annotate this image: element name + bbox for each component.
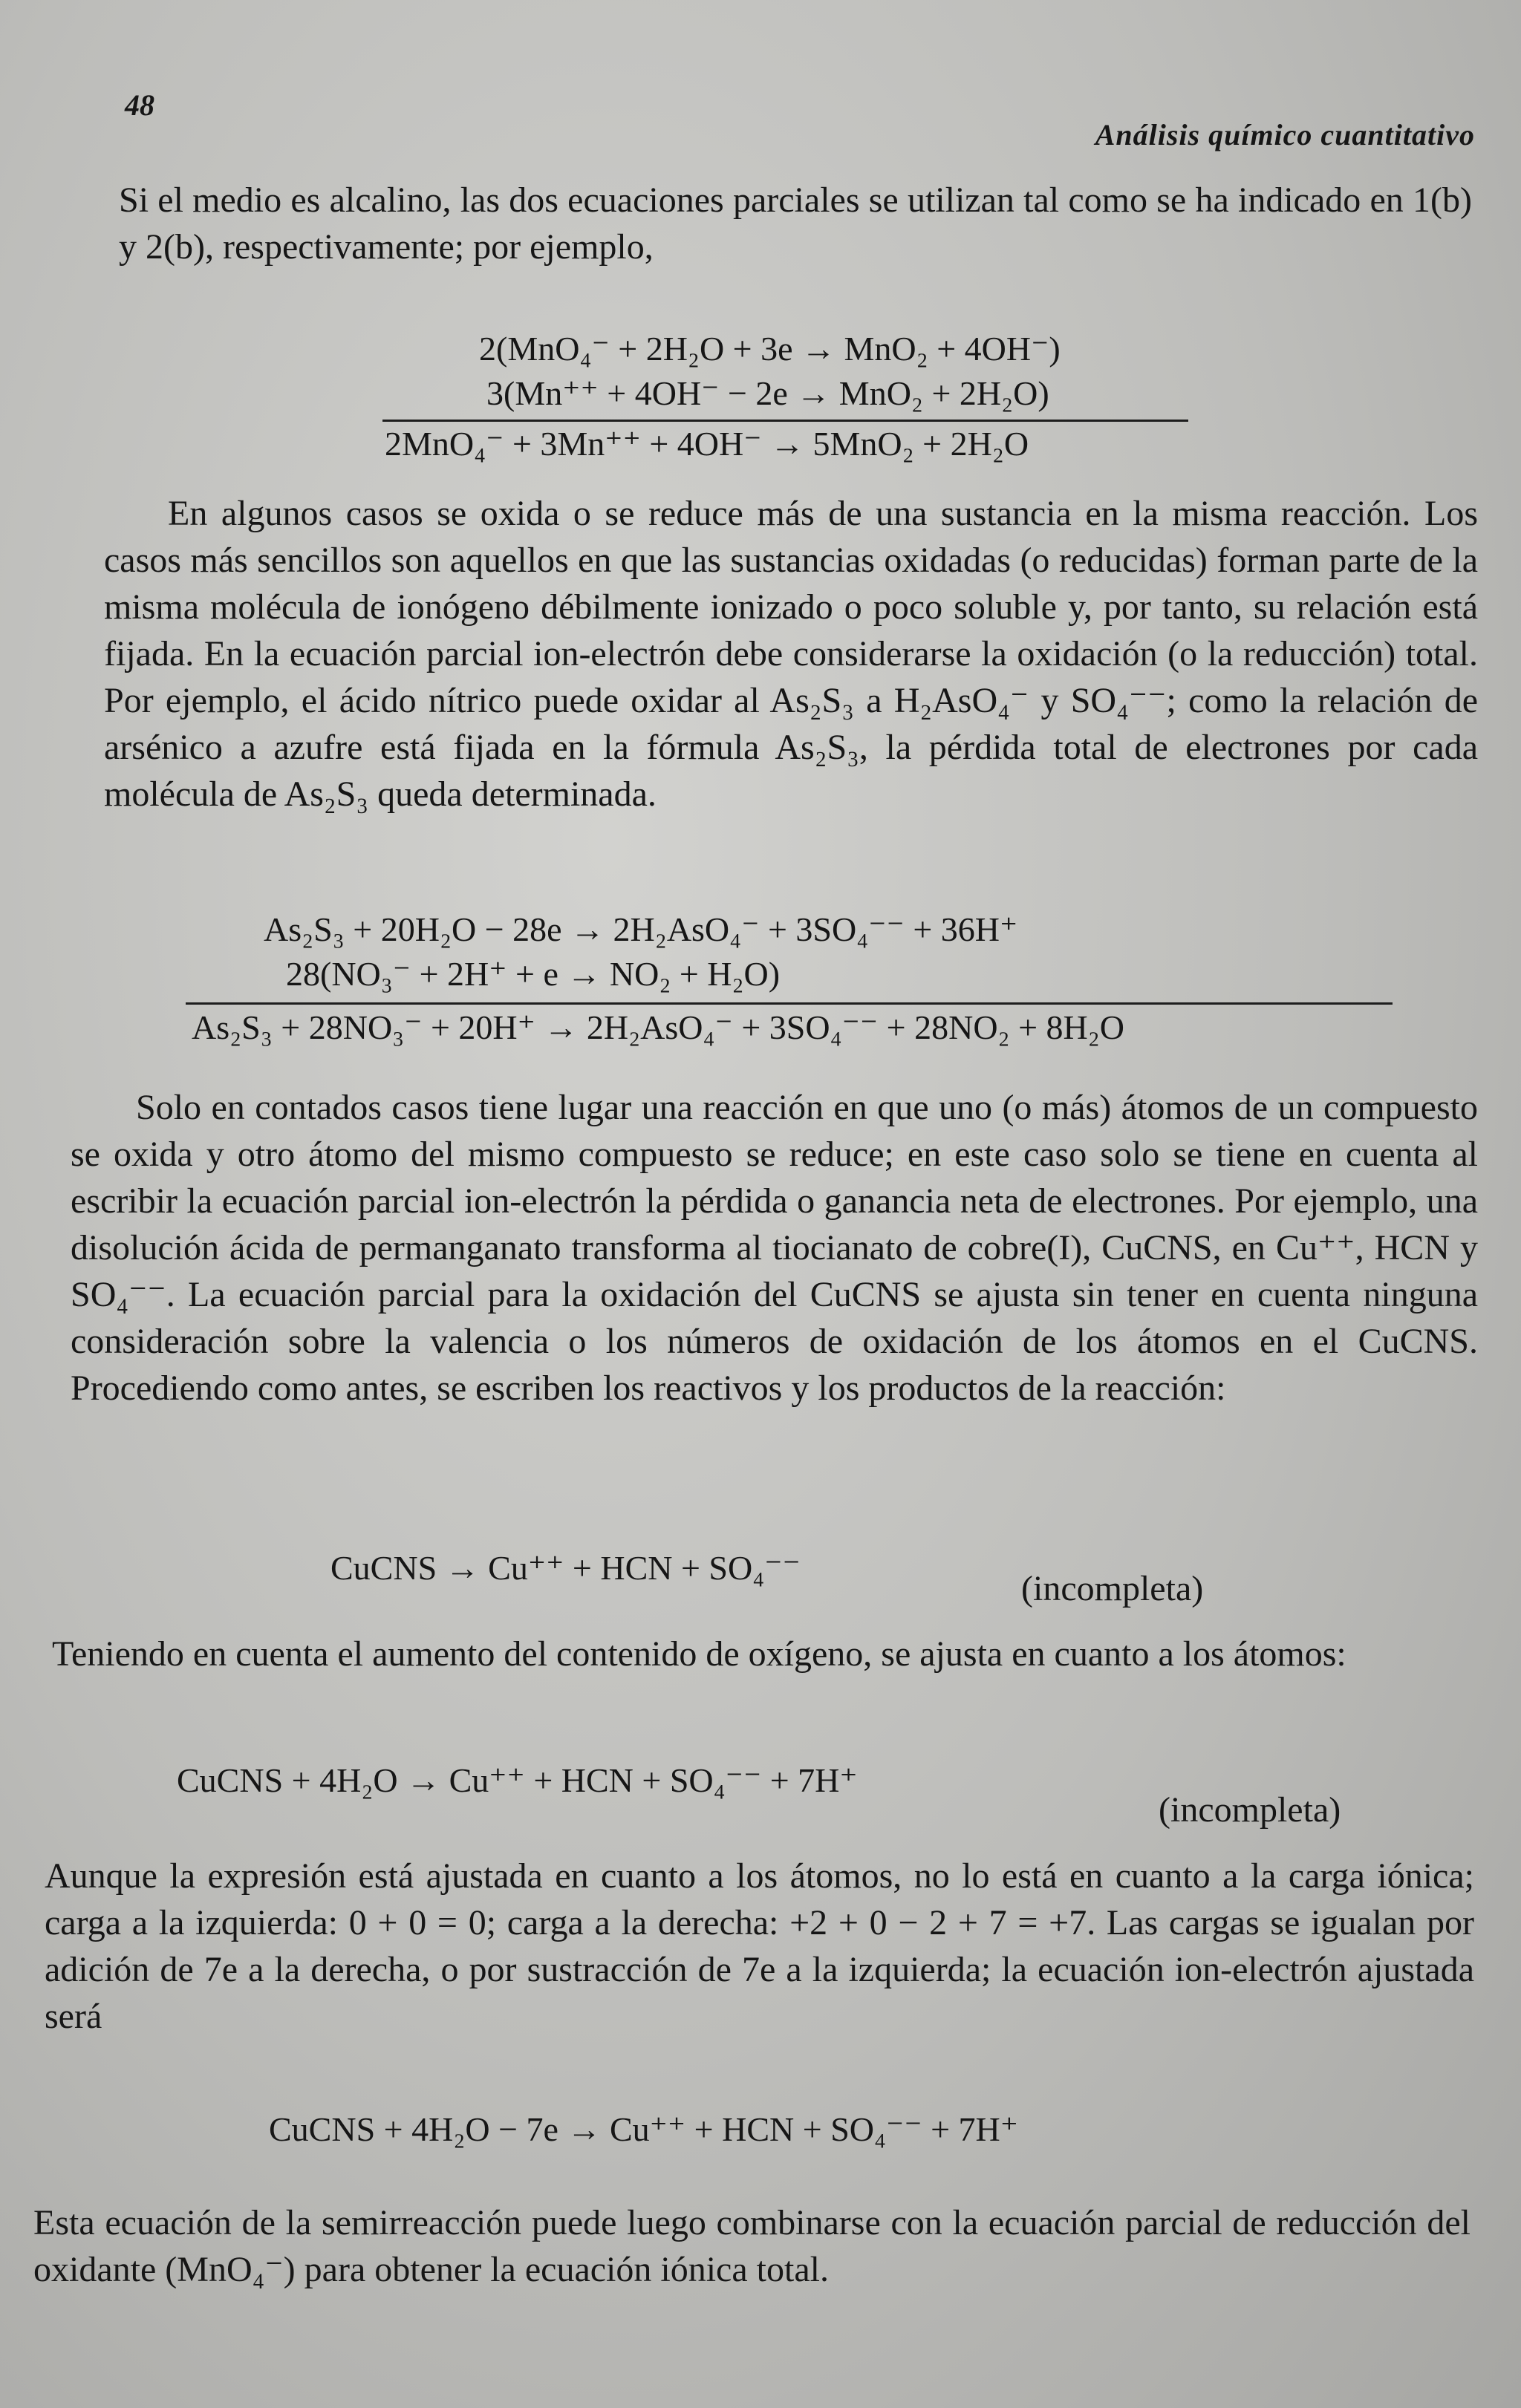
equation-cucns-incomplete: CuCNS → Cu⁺⁺ + HCN + SO₄⁻⁻ [330,1549,801,1587]
equation-arsenic-oxidation: As₂S₃ + 20H₂O − 28e → 2H₂AsO₄⁻ + 3SO₄⁻⁻ + 36H⁺ [264,910,1018,948]
paragraph-multiple-oxidation: En algunos casos se oxida o se reduce más de una sustancia en la misma reacción. Los casos más sencillos son aquellos en que las sustancias oxidadas (o reducidas) forman parte de la misma molécula de ionógeno débilmente ionizado o poco soluble y, por tanto, su relación está fijada. En la ecuación parcial ion-electrón debe considerarse la oxidación (o la reducción) total. Por ejemplo, el ácido nítrico puede oxidar al As₂S₃ a H₂AsO₄⁻ y SO₄⁻⁻; como la relación de arsénico a azufre está fijada en la fórmula As₂S₃, la pérdida total de electrones por cada molécula de As₂S₃ queda determinada. [104,494,1478,814]
running-head: Análisis químico cuantitativo [1095,118,1475,151]
equation-tag-incomplete: (incompleta) [1159,1790,1341,1830]
equation-cucns-balanced: CuCNS + 4H₂O − 7e → Cu⁺⁺ + HCN + SO₄⁻⁻ + 7H⁺ [269,2110,1019,2148]
equation-alkaline-permanganate: 2(MnO₄⁻ + 2H₂O + 3e → MnO₂ + 4OH⁻) [479,330,1061,368]
paragraph-half-reaction-combination: Esta ecuación de la semirreacción puede luego combinarse con la ecuación parcial de reducción del oxidante (MnO₄⁻) para obtener la ecuación iónica total. [33,2203,1470,2289]
paragraph-cucns-example: Solo en contados casos tiene lugar una reacción en que uno (o más) átomos de un compuesto se oxida y otro átomo del mismo compuesto se reduce; en este caso solo se tiene en cuenta al escribir la ecuación parcial ion-electrón la pérdida o ganancia neta de electrones. Por ejemplo, una disolución ácida de permanganato transforma al tiocianato de cobre(I), CuCNS, en Cu⁺⁺, HCN y SO₄⁻⁻. La ecuación parcial para la oxidación del CuCNS se ajusta sin tener en cuenta ninguna consideración sobre la valencia o los números de oxidación de los átomos en el CuCNS. Procediendo como antes, se escriben los reactivos y los productos de la reacción: [71,1088,1478,1408]
equation-cucns-atoms-balanced: CuCNS + 4H₂O → Cu⁺⁺ + HCN + SO₄⁻⁻ + 7H⁺ [177,1761,858,1799]
equation-tag-incomplete: (incompleta) [1021,1569,1204,1608]
page-number: 48 [125,88,154,122]
equation-arsenic-sum: As₂S₃ + 28NO₃⁻ + 20H⁺ → 2H₂AsO₄⁻ + 3SO₄⁻⁻ + 28NO₂ + 8H₂O [192,1008,1125,1046]
equation-nitrate-reduction: 28(NO₃⁻ + 2H⁺ + e → NO₂ + H₂O) [286,955,781,993]
paragraph-oxygen-balance: Teniendo en cuenta el aumento del contenido de oxígeno, se ajusta en cuanto a los átomos: [52,1634,1346,1674]
equation-alkaline-manganese: 3(Mn⁺⁺ + 4OH⁻ − 2e → MnO₂ + 2H₂O) [486,374,1049,412]
paragraph-alkaline-intro: Si el medio es alcalino, las dos ecuaciones parciales se utilizan tal como se ha indicado en 1(b) y 2(b), respectivamente; por ejemplo, [119,180,1472,267]
equation-sum-rule [186,1002,1393,1005]
equation-alkaline-sum: 2MnO₄⁻ + 3Mn⁺⁺ + 4OH⁻ → 5MnO₂ + 2H₂O [385,425,1029,463]
paragraph-charge-balance: Aunque la expresión está ajustada en cuanto a los átomos, no lo está en cuanto a la carga iónica; carga a la izquierda: 0 + 0 = 0; carga a la derecha: +2 + 0 − 2 + 7 = +7. Las cargas se igualan por adición de 7e a la derecha, o por sustracción de 7e a la izquierda; la ecuación ion-electrón ajustada será [45,1856,1474,2036]
